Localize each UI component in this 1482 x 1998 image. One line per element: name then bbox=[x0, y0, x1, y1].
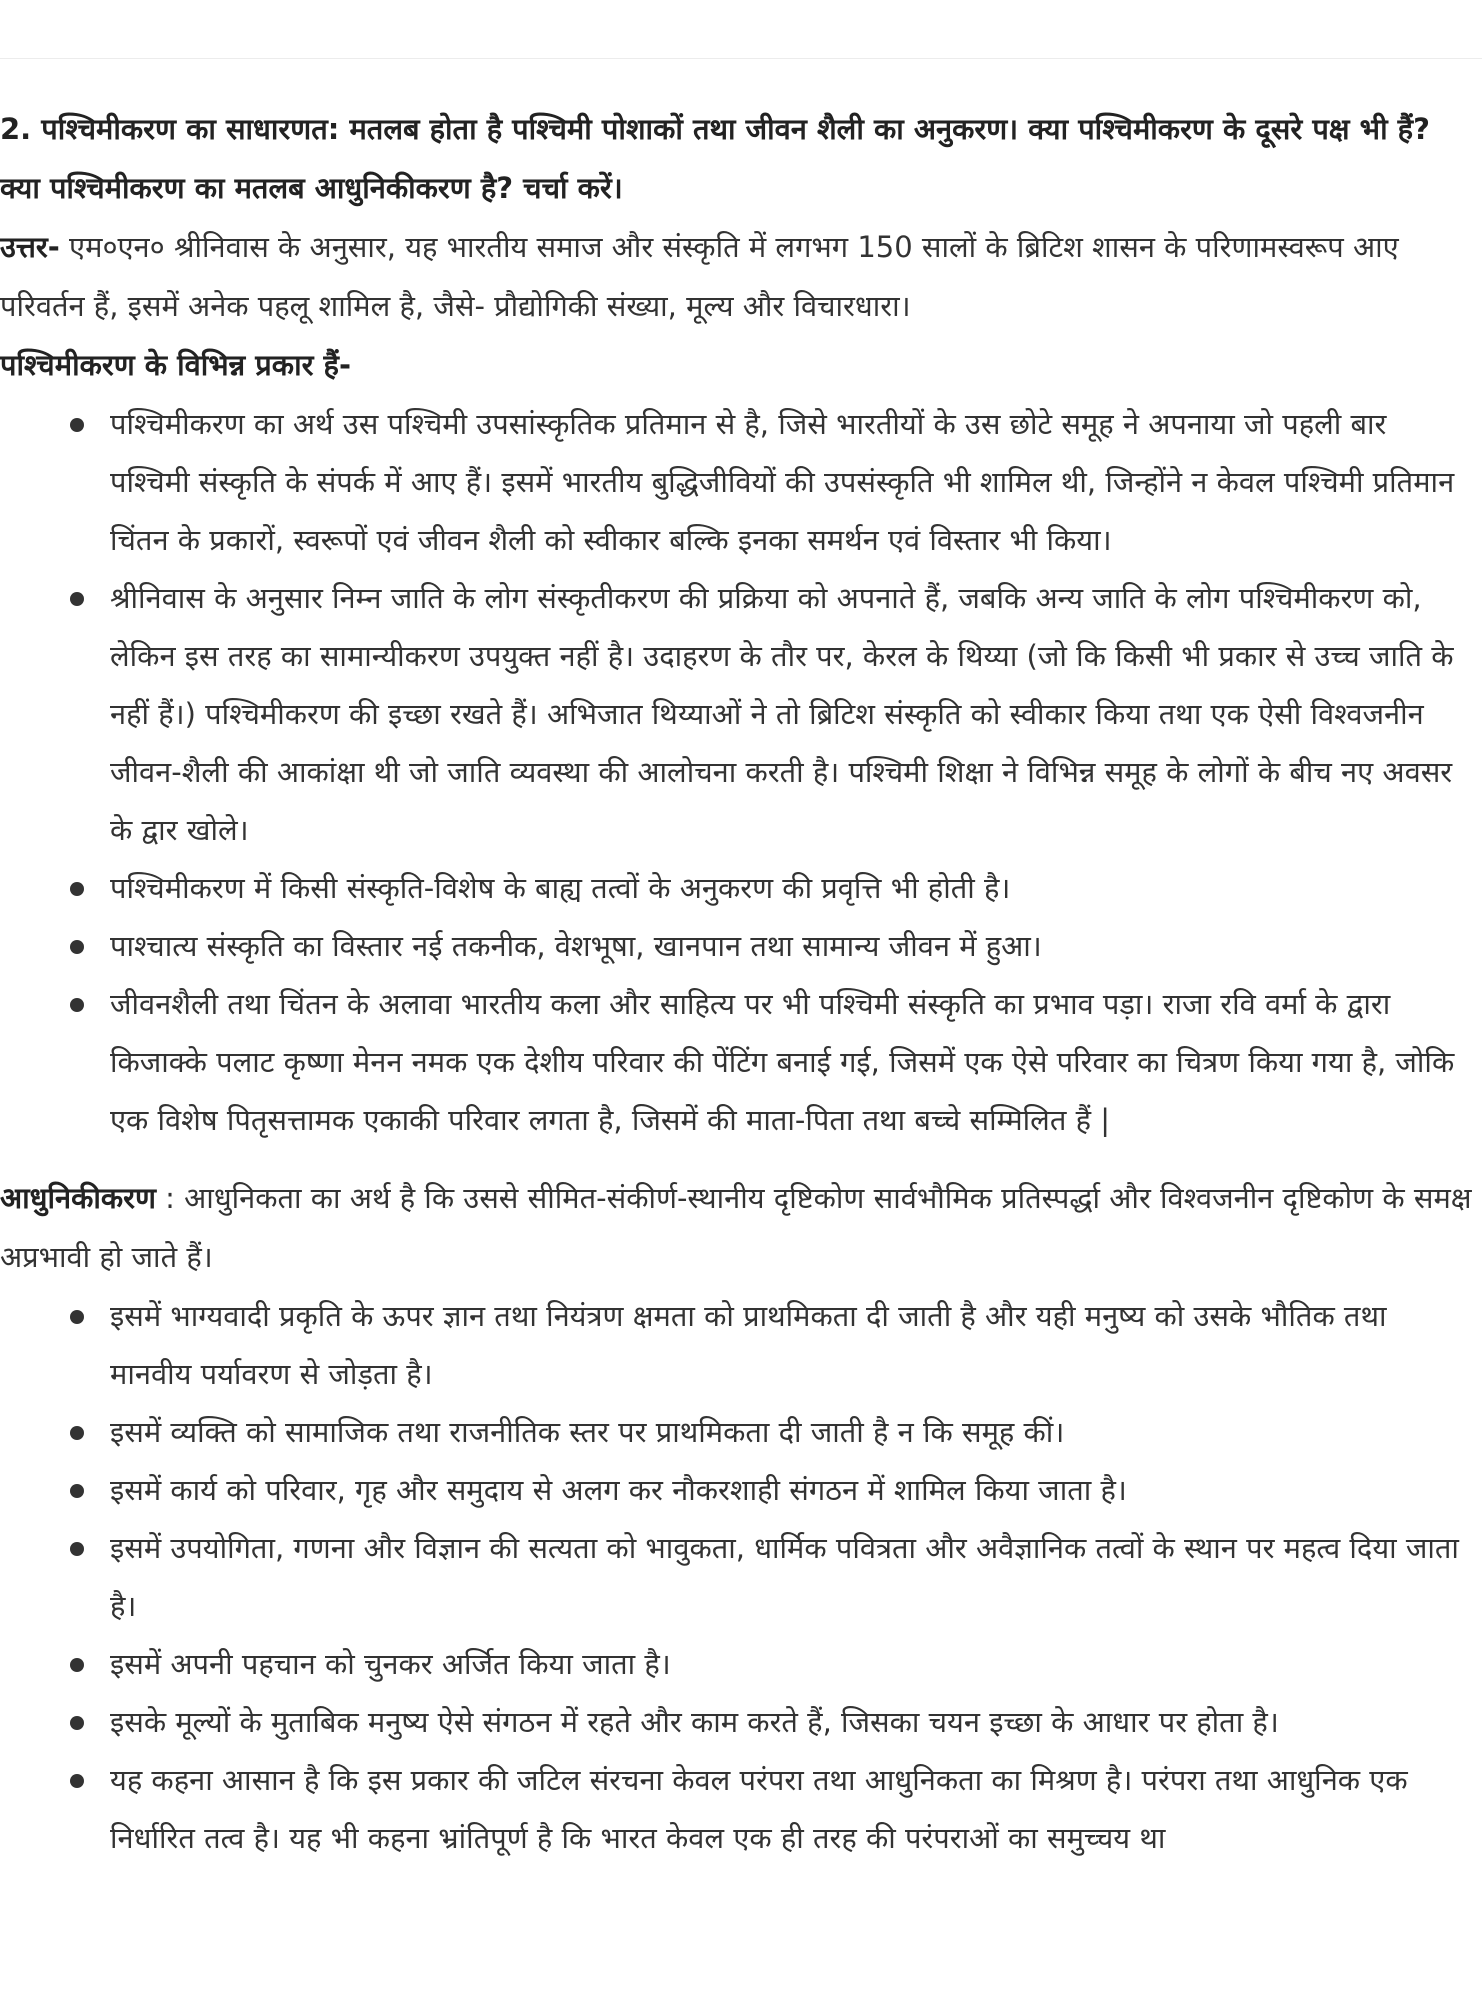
list-item-text: इसके मूल्यों के मुताबिक मनुष्य ऐसे संगठन में रहते और काम करते हैं, जिसका चयन इच्छा के आधार पर होता है। bbox=[110, 1705, 1279, 1739]
bullet-icon bbox=[70, 1658, 84, 1672]
list-item-text: इसमें व्यक्ति को सामाजिक तथा राजनीतिक स्तर पर प्राथमिकता दी जाती है न कि समूह कीं। bbox=[110, 1415, 1065, 1449]
question-heading: 2. पश्चिमीकरण का साधारणत: मतलब होता है पश्चिमी पोशाकों तथा जीवन शैली का अनुकरण। क्या पश्चिमीकरण के दूसरे पक्ष भी हैं? क्या पश्चिमीकरण का मतलब आधुनिकीकरण है? चर्चा करें। bbox=[0, 112, 1430, 205]
article-content bbox=[0, 100, 1478, 1867]
list-item bbox=[0, 859, 1478, 917]
list-item bbox=[0, 1751, 1478, 1867]
modernization-list bbox=[0, 1287, 1478, 1867]
bullet-icon bbox=[70, 592, 84, 606]
list-item bbox=[0, 1287, 1478, 1403]
bullet-icon bbox=[70, 1716, 84, 1730]
list-item bbox=[0, 1519, 1478, 1635]
list-item bbox=[0, 975, 1478, 1149]
list-item bbox=[0, 569, 1478, 859]
bullet-icon bbox=[70, 1542, 84, 1556]
westernization-types-heading: पश्चिमीकरण के विभिन्न प्रकार हैं- bbox=[0, 348, 351, 382]
list-item-text: श्रीनिवास के अनुसार निम्न जाति के लोग संस्कृतीकरण की प्रक्रिया को अपनाते हैं, जबकि अन्य जाति के लोग पश्चिमीकरण को, लेकिन इस तरह का सामान्यीकरण उपयुक्त नहीं है। उदाहरण के तौर पर, केरल के थिय्या (जो कि किसी भी प्रकार से उच्च जाति के नहीं हैं।) पश्चिमीकरण की इच्छा रखते हैं। अभिजात थिय्याओं ने तो ब्रिटिश संस्कृति को स्वीकार किया तथा एक ऐसी विश्वजनीन जीवन-शैली की आकांक्षा थी जो जाति व्यवस्था की आलोचना करती है। पश्चिमी शिक्षा ने विभिन्न समूह के लोगों के बीच नए अवसर के द्वार खोले। bbox=[110, 581, 1454, 847]
list-item bbox=[0, 917, 1478, 975]
list-item-text: यह कहना आसान है कि इस प्रकार की जटिल संरचना केवल परंपरा तथा आधुनिकता का मिश्रण है। परंपरा तथा आधुनिक एक निर्धारित तत्व है। यह भी कहना भ्रांतिपूर्ण है कि भारत केवल एक ही तरह की परंपराओं का समुच्चय था bbox=[110, 1763, 1408, 1855]
bullet-icon bbox=[70, 1484, 84, 1498]
list-item-text: पाश्चात्य संस्कृति का विस्तार नई तकनीक, वेशभूषा, खानपान तथा सामान्य जीवन में हुआ। bbox=[110, 929, 1042, 963]
list-item bbox=[0, 1403, 1478, 1461]
list-item-text: इसमें भाग्यवादी प्रकृति के ऊपर ज्ञान तथा नियंत्रण क्षमता को प्राथमिकता दी जाती है और यही मनुष्य को उसके भौतिक तथा मानवीय पर्यावरण से जोड़ता है। bbox=[110, 1299, 1387, 1391]
list-item-text: पश्चिमीकरण में किसी संस्कृति-विशेष के बाह्य तत्वों के अनुकरण की प्रवृत्ति भी होती है। bbox=[110, 871, 1011, 905]
list-item-text: इसमें कार्य को परिवार, गृह और समुदाय से अलग कर नौकरशाही संगठन में शामिल किया जाता है। bbox=[110, 1473, 1127, 1507]
bullet-icon bbox=[70, 998, 84, 1012]
list-item bbox=[0, 395, 1478, 569]
bullet-icon bbox=[70, 1774, 84, 1788]
list-item bbox=[0, 1461, 1478, 1519]
list-item bbox=[0, 1635, 1478, 1693]
list-item-text: जीवनशैली तथा चिंतन के अलावा भारतीय कला और साहित्य पर भी पश्चिमी संस्कृति का प्रभाव पड़ा। राजा रवि वर्मा के द्वारा किजाक्के पलाट कृष्णा मेनन नमक एक देशीय परिवार की पेंटिंग बनाई गई, जिसमें एक ऐसे परिवार का चित्रण किया गया है, जोकि एक विशेष पितृसत्तामक एकाकी परिवार लगता है, जिसमें की माता-पिता तथा बच्चे सम्मिलित हैं | bbox=[110, 987, 1455, 1137]
list-item bbox=[0, 1693, 1478, 1751]
bullet-icon bbox=[70, 882, 84, 896]
bullet-icon bbox=[70, 1426, 84, 1440]
modernization-label: आधुनिकीकरण bbox=[0, 1181, 156, 1215]
list-item-text: इसमें उपयोगिता, गणना और विज्ञान की सत्यता को भावुकता, धार्मिक पवित्रता और अवैज्ञानिक तत्वों के स्थान पर महत्व दिया जाता है। bbox=[110, 1531, 1459, 1623]
westernization-list bbox=[0, 395, 1478, 1149]
answer-label: उत्तर- bbox=[0, 230, 60, 264]
modernization-text: : आधुनिकता का अर्थ है कि उससे सीमित-संकीर्ण-स्थानीय दृष्टिकोण सार्वभौमिक प्रतिस्पर्द्धा और विश्वजनीन दृष्टिकोण के समक्ष अप्रभावी हो जाते हैं। bbox=[0, 1181, 1472, 1274]
bullet-icon bbox=[70, 418, 84, 432]
list-item-text: इसमें अपनी पहचान को चुनकर अर्जित किया जाता है। bbox=[110, 1647, 671, 1681]
answer-text: एम०एन० श्रीनिवास के अनुसार, यह भारतीय समाज और संस्कृति में लगभग 150 सालों के ब्रिटिश शासन के परिणामस्वरूप आए परिवर्तन हैं, इसमें अनेक पहलू शामिल है, जैसे- प्रौद्योगिकी संख्या, मूल्य और विचारधारा। bbox=[0, 230, 1399, 323]
answer-paragraph bbox=[0, 218, 1478, 336]
bullet-icon bbox=[70, 940, 84, 954]
modernization-paragraph bbox=[0, 1169, 1478, 1287]
bullet-icon bbox=[70, 1310, 84, 1324]
list-item-text: पश्चिमीकरण का अर्थ उस पश्चिमी उपसांस्कृतिक प्रतिमान से है, जिसे भारतीयों के उस छोटे समूह ने अपनाया जो पहली बार पश्चिमी संस्कृति के संपर्क में आए हैं। इसमें भारतीय बुद्धिजीवियों की उपसंस्कृति भी शामिल थी, जिन्होंने न केवल पश्चिमी प्रतिमान चिंतन के प्रकारों, स्वरूपों एवं जीवन शैली को स्वीकार बल्कि इनका समर्थन एवं विस्तार भी किया। bbox=[110, 407, 1455, 557]
top-divider bbox=[0, 58, 1482, 59]
